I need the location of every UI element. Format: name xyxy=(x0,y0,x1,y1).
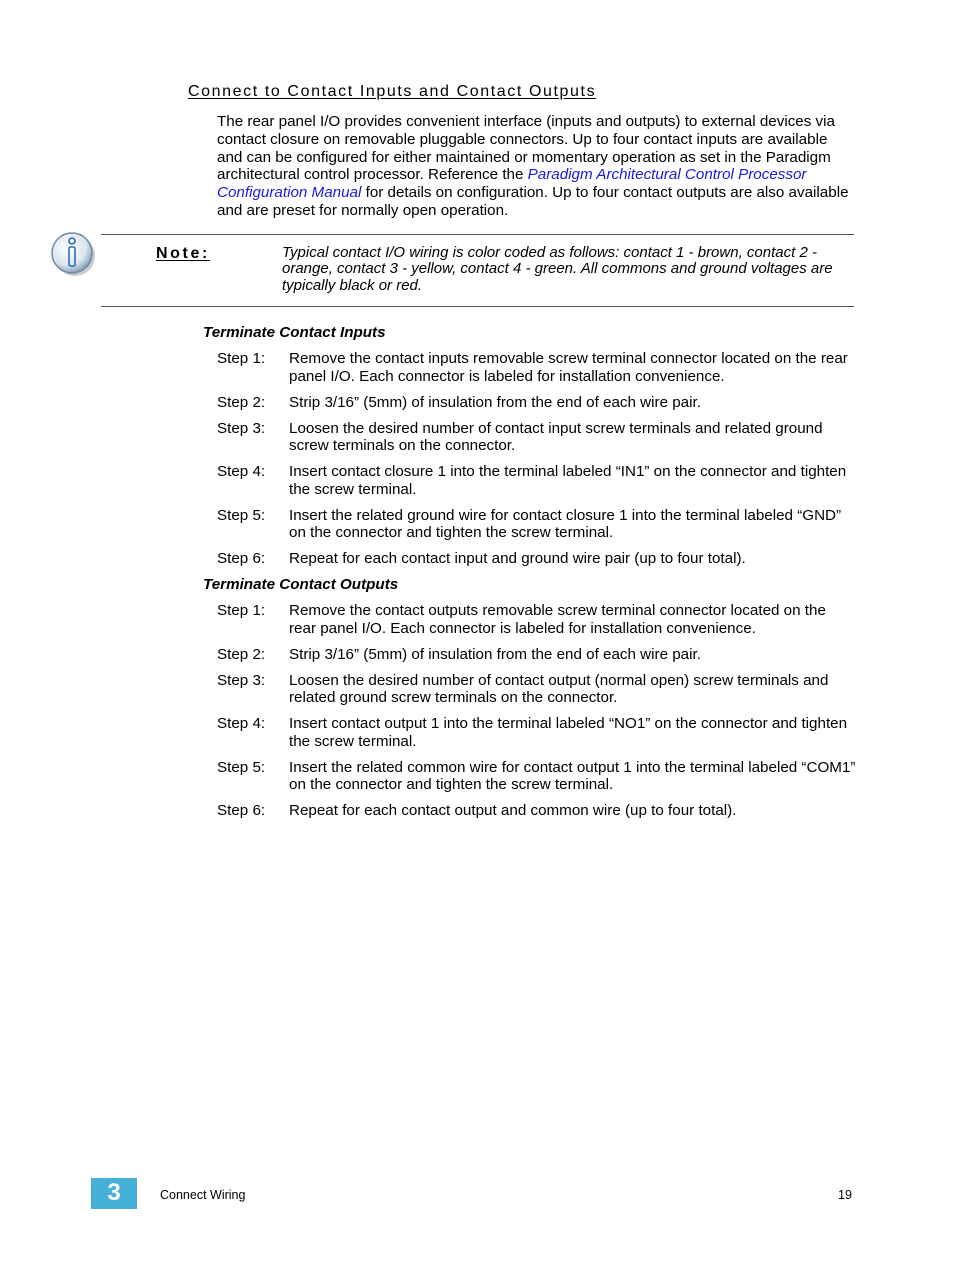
outputs-step-6 xyxy=(217,802,857,820)
note-bottom-divider xyxy=(101,306,854,307)
inputs-step-list xyxy=(217,350,857,576)
inputs-step-3 xyxy=(217,420,857,455)
inputs-step-1 xyxy=(217,350,857,385)
step-label: Step 1: xyxy=(217,602,266,619)
step-text: Remove the contact inputs removable screw terminal connector located on the rear panel I/O. Each connector is labeled for installation convenience. xyxy=(289,350,848,385)
step-label: Step 3: xyxy=(217,419,266,437)
outputs-step-2 xyxy=(217,646,857,664)
chapter-number-badge: 3 xyxy=(91,1178,137,1209)
intro-text-end: for details on configuration. Up to four contact outputs are also available and are preset for normally open operation. xyxy=(217,184,849,219)
note-label: Note: xyxy=(156,245,210,262)
step-label: Step 2: xyxy=(217,645,266,663)
inputs-step-6 xyxy=(217,550,857,568)
inputs-step-2 xyxy=(217,394,857,412)
manual-reference-link[interactable]: Paradigm Architectural Control Processor Configuration Manual xyxy=(217,166,807,202)
step-label: Step 6: xyxy=(217,550,266,568)
step-label: Step 6: xyxy=(217,802,266,820)
outputs-step-3 xyxy=(217,672,857,707)
intro-paragraph xyxy=(217,113,853,220)
step-text: Insert contact closure 1 into the terminal labeled “IN1” on the connector and tighten the screw terminal. xyxy=(289,463,847,498)
inputs-step-5 xyxy=(217,507,857,542)
outputs-step-4 xyxy=(217,715,857,750)
section-title: Connect to Contact Inputs and Contact Outputs xyxy=(188,83,597,100)
step-text: Repeat for each contact input and ground wire pair (up to four total). xyxy=(289,550,746,568)
outputs-step-1 xyxy=(217,602,857,637)
intro-text-start: The rear panel I/O provides convenient interface (inputs and outputs) to external devices via contact closure on removable pluggable connectors. Up to four contact inputs are available and can be configured for either maintained or momentary operation as set in the Paradigm architectural control processor. Reference the xyxy=(217,113,835,184)
step-text: Strip 3/16” (5mm) of insulation from the end of each wire pair. xyxy=(289,393,701,411)
inputs-step-4 xyxy=(217,463,857,498)
note-text: Typical contact I/O wiring is color coded as follows: contact 1 - brown, contact 2 - orange, contact 3 - yellow, contact 4 - green. All commons and ground voltages are typically black or red. xyxy=(282,244,833,294)
step-label: Step 2: xyxy=(217,393,266,411)
step-label: Step 1: xyxy=(217,350,266,367)
step-text: Loosen the desired number of contact output (normal open) screw terminals and related ground screw terminals on the connector. xyxy=(289,671,829,707)
step-text: Repeat for each contact output and common wire (up to four total). xyxy=(289,802,737,820)
step-text: Insert the related ground wire for contact closure 1 into the terminal labeled “GND” on the connector and tighten the screw terminal. xyxy=(289,506,842,542)
step-label: Step 4: xyxy=(217,715,266,733)
step-text: Loosen the desired number of contact input screw terminals and related ground screw terminals on the connector. xyxy=(289,419,823,455)
outputs-step-list xyxy=(217,602,857,828)
step-text: Insert the related common wire for contact output 1 into the terminal labeled “COM1” on the connector and tighten the screw terminal. xyxy=(289,758,856,794)
step-text: Remove the contact outputs removable screw terminal connector located on the rear panel I/O. Each connector is labeled for installation convenience. xyxy=(289,602,826,637)
step-label: Step 3: xyxy=(217,671,266,689)
step-text: Insert contact output 1 into the terminal labeled “NO1” on the connector and tighten the screw terminal. xyxy=(289,715,848,750)
step-label: Step 5: xyxy=(217,506,266,524)
inputs-heading: Terminate Contact Inputs xyxy=(203,324,386,341)
step-label: Step 5: xyxy=(217,758,266,776)
step-text: Strip 3/16” (5mm) of insulation from the end of each wire pair. xyxy=(289,645,701,663)
page-number: 19 xyxy=(838,1188,852,1202)
step-label: Step 4: xyxy=(217,463,266,481)
info-icon xyxy=(50,230,96,278)
outputs-step-5 xyxy=(217,759,857,794)
footer-chapter-title: Connect Wiring xyxy=(160,1188,246,1202)
outputs-heading: Terminate Contact Outputs xyxy=(203,576,399,593)
note-top-divider xyxy=(101,234,854,235)
